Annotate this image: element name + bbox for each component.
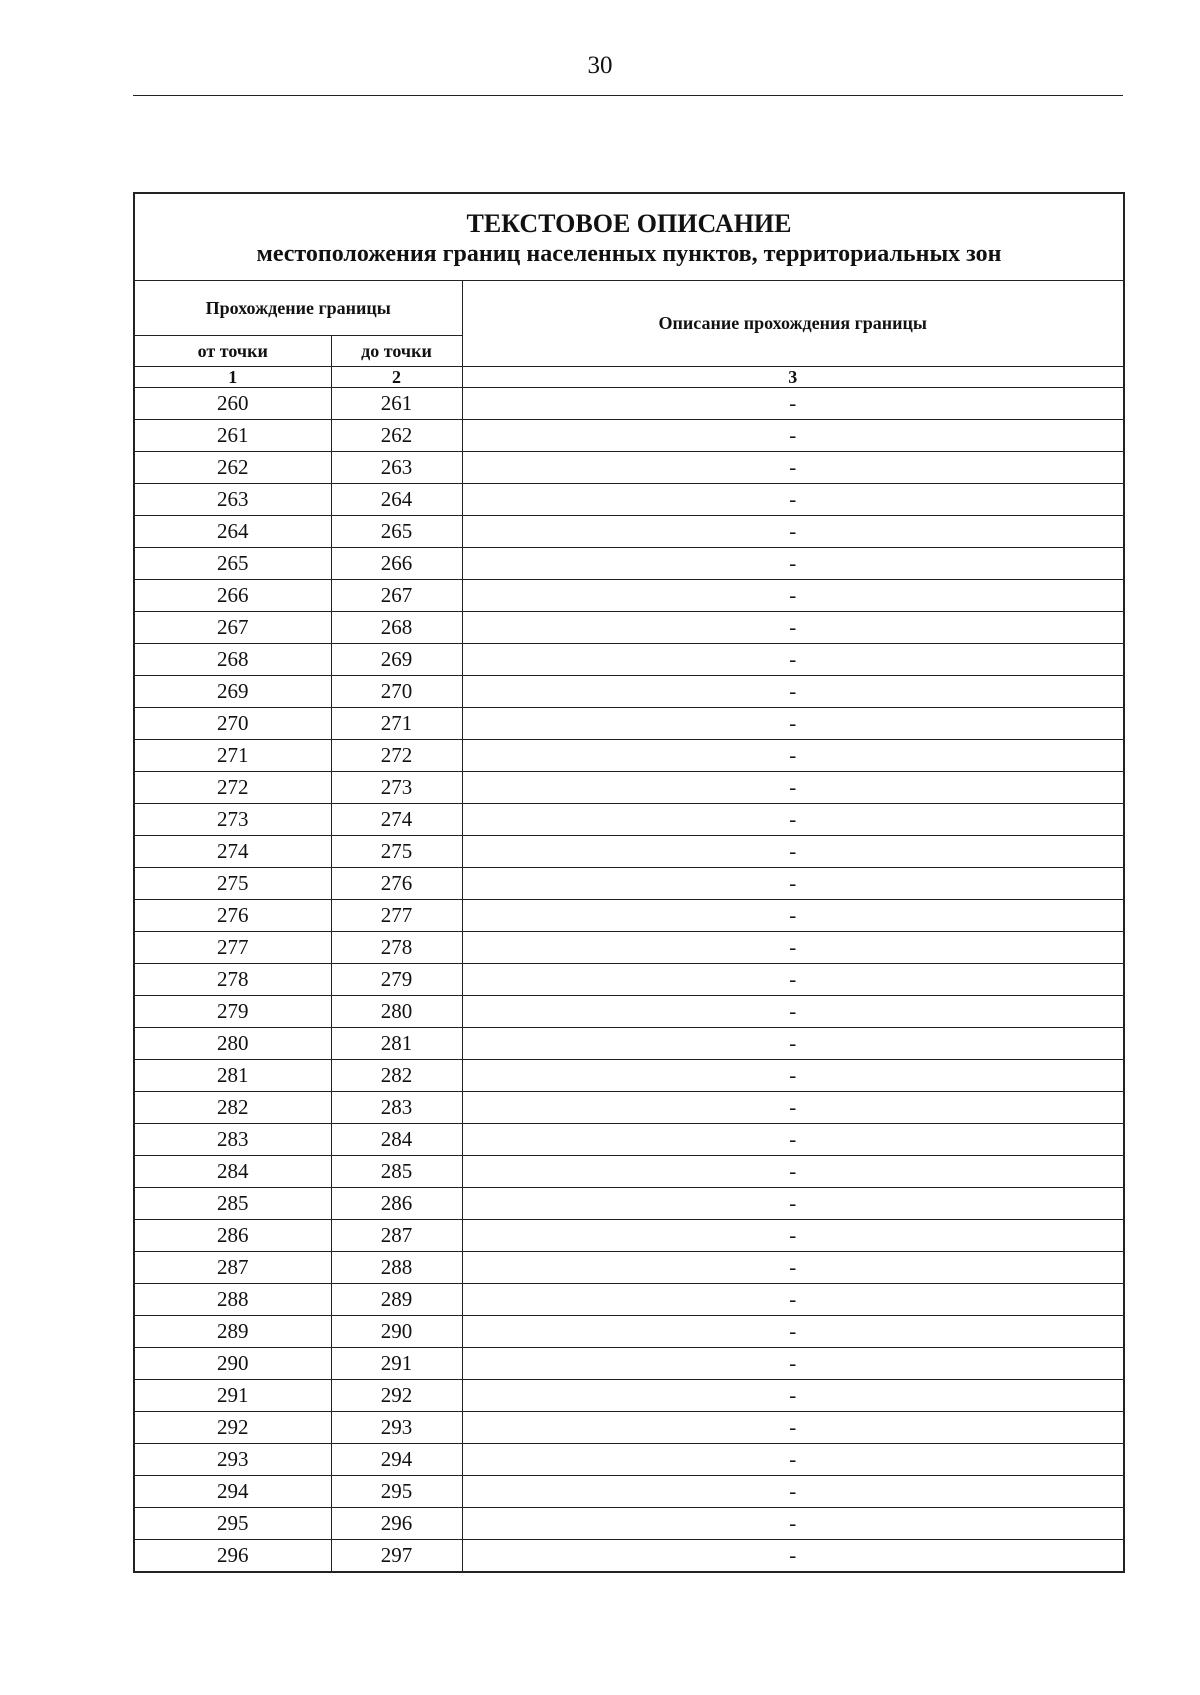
cell-description: - (462, 1284, 1124, 1316)
cell-to-point: 268 (331, 612, 462, 644)
header-to-point: до точки (331, 336, 462, 367)
cell-description: - (462, 1252, 1124, 1284)
cell-to-point: 278 (331, 932, 462, 964)
table-row (134, 548, 1124, 580)
table-row (134, 388, 1124, 420)
cell-description: - (462, 1316, 1124, 1348)
cell-to-point: 264 (331, 484, 462, 516)
cell-from-point: 280 (134, 1028, 331, 1060)
column-number-3: 3 (462, 367, 1124, 388)
cell-from-point: 272 (134, 772, 331, 804)
table-row (134, 996, 1124, 1028)
table-row (134, 580, 1124, 612)
cell-from-point: 260 (134, 388, 331, 420)
cell-to-point: 288 (331, 1252, 462, 1284)
table-row (134, 740, 1124, 772)
header-rule (133, 95, 1123, 96)
table-row (134, 1476, 1124, 1508)
cell-to-point: 263 (331, 452, 462, 484)
table-row (134, 1444, 1124, 1476)
cell-description: - (462, 1380, 1124, 1412)
table-row (134, 836, 1124, 868)
cell-description: - (462, 1156, 1124, 1188)
cell-description: - (462, 900, 1124, 932)
cell-description: - (462, 1348, 1124, 1380)
cell-from-point: 284 (134, 1156, 331, 1188)
cell-from-point: 262 (134, 452, 331, 484)
cell-description: - (462, 1508, 1124, 1540)
table-row (134, 484, 1124, 516)
cell-to-point: 284 (331, 1124, 462, 1156)
cell-to-point: 283 (331, 1092, 462, 1124)
cell-to-point: 281 (331, 1028, 462, 1060)
table-row (134, 1316, 1124, 1348)
table-title (134, 193, 1124, 281)
cell-to-point: 262 (331, 420, 462, 452)
cell-from-point: 264 (134, 516, 331, 548)
cell-description: - (462, 1540, 1124, 1573)
table-row (134, 420, 1124, 452)
cell-description: - (462, 1060, 1124, 1092)
cell-to-point: 269 (331, 644, 462, 676)
cell-from-point: 265 (134, 548, 331, 580)
table-row (134, 964, 1124, 996)
cell-from-point: 295 (134, 1508, 331, 1540)
cell-description: - (462, 1188, 1124, 1220)
cell-to-point: 267 (331, 580, 462, 612)
cell-to-point: 290 (331, 1316, 462, 1348)
table-row (134, 1284, 1124, 1316)
header-boundary-passage: Прохождение границы (134, 281, 462, 336)
cell-description: - (462, 516, 1124, 548)
cell-to-point: 291 (331, 1348, 462, 1380)
cell-from-point: 276 (134, 900, 331, 932)
cell-to-point: 276 (331, 868, 462, 900)
cell-description: - (462, 804, 1124, 836)
table-row (134, 1540, 1124, 1573)
cell-from-point: 282 (134, 1092, 331, 1124)
cell-from-point: 286 (134, 1220, 331, 1252)
cell-from-point: 288 (134, 1284, 331, 1316)
table-row (134, 772, 1124, 804)
cell-description: - (462, 1092, 1124, 1124)
header-description: Описание прохождения границы (462, 281, 1124, 367)
cell-to-point: 275 (331, 836, 462, 868)
table-row (134, 1188, 1124, 1220)
boundary-description-table (133, 192, 1125, 1573)
cell-from-point: 273 (134, 804, 331, 836)
table-row (134, 868, 1124, 900)
cell-description: - (462, 676, 1124, 708)
cell-to-point: 295 (331, 1476, 462, 1508)
table-row (134, 516, 1124, 548)
cell-description: - (462, 452, 1124, 484)
cell-to-point: 279 (331, 964, 462, 996)
cell-to-point: 270 (331, 676, 462, 708)
cell-to-point: 287 (331, 1220, 462, 1252)
cell-description: - (462, 996, 1124, 1028)
cell-from-point: 261 (134, 420, 331, 452)
cell-description: - (462, 612, 1124, 644)
table-row (134, 612, 1124, 644)
table-row (134, 1412, 1124, 1444)
cell-from-point: 293 (134, 1444, 331, 1476)
cell-from-point: 277 (134, 932, 331, 964)
cell-description: - (462, 1124, 1124, 1156)
cell-from-point: 294 (134, 1476, 331, 1508)
cell-description: - (462, 772, 1124, 804)
cell-from-point: 267 (134, 612, 331, 644)
table-row (134, 900, 1124, 932)
table-row (134, 708, 1124, 740)
header-from-point: от точки (134, 336, 331, 367)
table-row (134, 644, 1124, 676)
column-number-2: 2 (331, 367, 462, 388)
cell-to-point: 292 (331, 1380, 462, 1412)
cell-to-point: 273 (331, 772, 462, 804)
cell-to-point: 289 (331, 1284, 462, 1316)
cell-description: - (462, 548, 1124, 580)
table-row (134, 932, 1124, 964)
table-row (134, 452, 1124, 484)
cell-description: - (462, 836, 1124, 868)
cell-from-point: 289 (134, 1316, 331, 1348)
cell-to-point: 280 (331, 996, 462, 1028)
cell-description: - (462, 1412, 1124, 1444)
cell-from-point: 270 (134, 708, 331, 740)
cell-description: - (462, 1220, 1124, 1252)
column-number-1: 1 (134, 367, 331, 388)
cell-to-point: 282 (331, 1060, 462, 1092)
page-number: 30 (587, 52, 613, 79)
cell-to-point: 274 (331, 804, 462, 836)
table-row (134, 1380, 1124, 1412)
cell-from-point: 275 (134, 868, 331, 900)
table-row (134, 1124, 1124, 1156)
table-row (134, 1508, 1124, 1540)
table-row (134, 1028, 1124, 1060)
cell-to-point: 265 (331, 516, 462, 548)
cell-from-point: 278 (134, 964, 331, 996)
cell-from-point: 290 (134, 1348, 331, 1380)
cell-from-point: 266 (134, 580, 331, 612)
cell-from-point: 291 (134, 1380, 331, 1412)
cell-to-point: 286 (331, 1188, 462, 1220)
cell-description: - (462, 1476, 1124, 1508)
cell-to-point: 261 (331, 388, 462, 420)
table-row (134, 1348, 1124, 1380)
cell-to-point: 272 (331, 740, 462, 772)
cell-description: - (462, 740, 1124, 772)
table-title-main: ТЕКСТОВОЕ ОПИСАНИЕ (466, 209, 792, 238)
table-title-sub: местоположения границ населенных пунктов, территориальных зон (256, 241, 1002, 267)
cell-from-point: 281 (134, 1060, 331, 1092)
cell-description: - (462, 580, 1124, 612)
cell-from-point: 269 (134, 676, 331, 708)
cell-to-point: 271 (331, 708, 462, 740)
table-row (134, 1220, 1124, 1252)
cell-description: - (462, 644, 1124, 676)
cell-to-point: 296 (331, 1508, 462, 1540)
table-row (134, 804, 1124, 836)
table-row (134, 676, 1124, 708)
cell-description: - (462, 1444, 1124, 1476)
cell-from-point: 271 (134, 740, 331, 772)
cell-to-point: 277 (331, 900, 462, 932)
cell-to-point: 266 (331, 548, 462, 580)
cell-to-point: 285 (331, 1156, 462, 1188)
cell-to-point: 294 (331, 1444, 462, 1476)
cell-from-point: 263 (134, 484, 331, 516)
cell-to-point: 297 (331, 1540, 462, 1573)
table-row (134, 1060, 1124, 1092)
cell-description: - (462, 708, 1124, 740)
cell-description: - (462, 484, 1124, 516)
cell-from-point: 283 (134, 1124, 331, 1156)
cell-description: - (462, 868, 1124, 900)
cell-description: - (462, 388, 1124, 420)
table-row (134, 1092, 1124, 1124)
cell-description: - (462, 1028, 1124, 1060)
table-row (134, 1156, 1124, 1188)
cell-from-point: 287 (134, 1252, 331, 1284)
cell-to-point: 293 (331, 1412, 462, 1444)
cell-from-point: 285 (134, 1188, 331, 1220)
cell-from-point: 296 (134, 1540, 331, 1573)
cell-from-point: 279 (134, 996, 331, 1028)
cell-from-point: 292 (134, 1412, 331, 1444)
cell-description: - (462, 932, 1124, 964)
cell-from-point: 268 (134, 644, 331, 676)
cell-description: - (462, 420, 1124, 452)
table-row (134, 1252, 1124, 1284)
cell-description: - (462, 964, 1124, 996)
cell-from-point: 274 (134, 836, 331, 868)
